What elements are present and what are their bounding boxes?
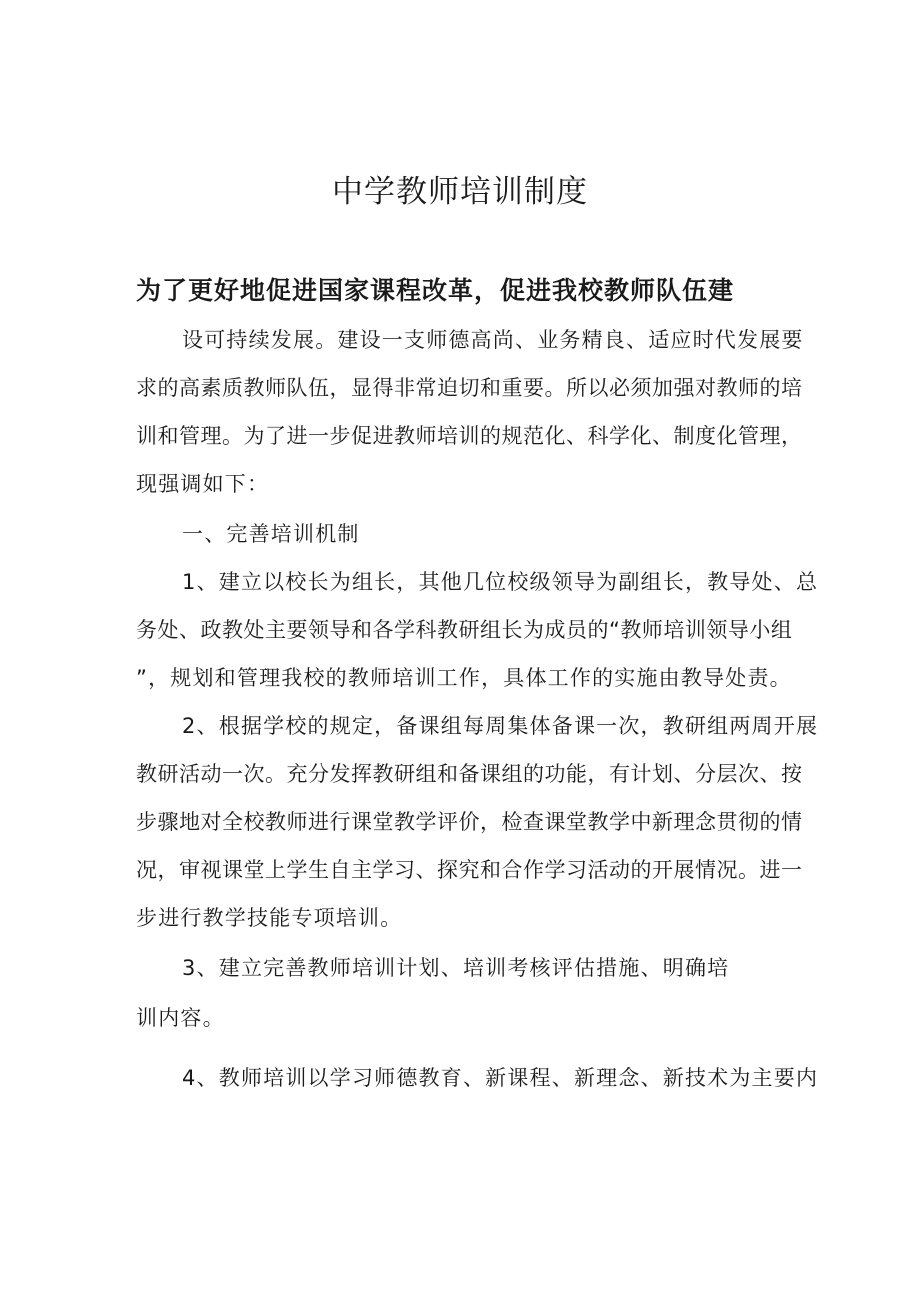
paragraph-line: 2、根据学校的规定，备课组每周集体备课一次，教研组两周开展 bbox=[182, 714, 819, 738]
lead-sentence: 为了更好地促进国家课程改革，促进我校教师队伍建 bbox=[136, 276, 735, 305]
paragraph-line: 训和管理。为了进一步促进教师培训的规范化、科学化、制度化管理， bbox=[136, 424, 803, 448]
paragraph-line: 步进行教学技能专项培训。 bbox=[136, 906, 403, 930]
paragraph-line: ”，规划和管理我校的教师培训工作，具体工作的实施由教导处责。 bbox=[136, 666, 792, 690]
section-heading: 一、完善培训机制 bbox=[182, 522, 360, 546]
paragraph-line: 3、建立完善教师培训计划、培训考核评估措施、明确培 bbox=[182, 956, 730, 980]
paragraph-line: 况，审视课堂上学生自主学习、探究和合作学习活动的开展情况。进一 bbox=[136, 858, 803, 882]
paragraph-line: 现强调如下： bbox=[136, 472, 270, 496]
paragraph-line: 4、教师培训以学习师德教育、新课程、新理念、新技术为主要内 bbox=[182, 1066, 819, 1090]
paragraph-line: 求的高素质教师队伍，显得非常迫切和重要。所以必须加强对教师的培 bbox=[136, 376, 803, 400]
paragraph-line: 1、建立以校长为组长，其他几位校级领导为副组长，教导处、总 bbox=[182, 570, 819, 594]
paragraph-line: 务处、政教处主要领导和各学科教研组长为成员的“教师培训领导小组 bbox=[136, 618, 793, 642]
document-title: 中学教师培训制度 bbox=[332, 174, 588, 210]
paragraph-line: 训内容。 bbox=[136, 1006, 225, 1030]
paragraph-line: 步骤地对全校教师进行课堂教学评价，检查课堂教学中新理念贯彻的情 bbox=[136, 810, 803, 834]
paragraph-line: 教研活动一次。充分发挥教研组和备课组的功能，有计划、分层次、按 bbox=[136, 762, 803, 786]
paragraph-line: 设可持续发展。建设一支师德高尚、业务精良、适应时代发展要 bbox=[182, 328, 804, 352]
